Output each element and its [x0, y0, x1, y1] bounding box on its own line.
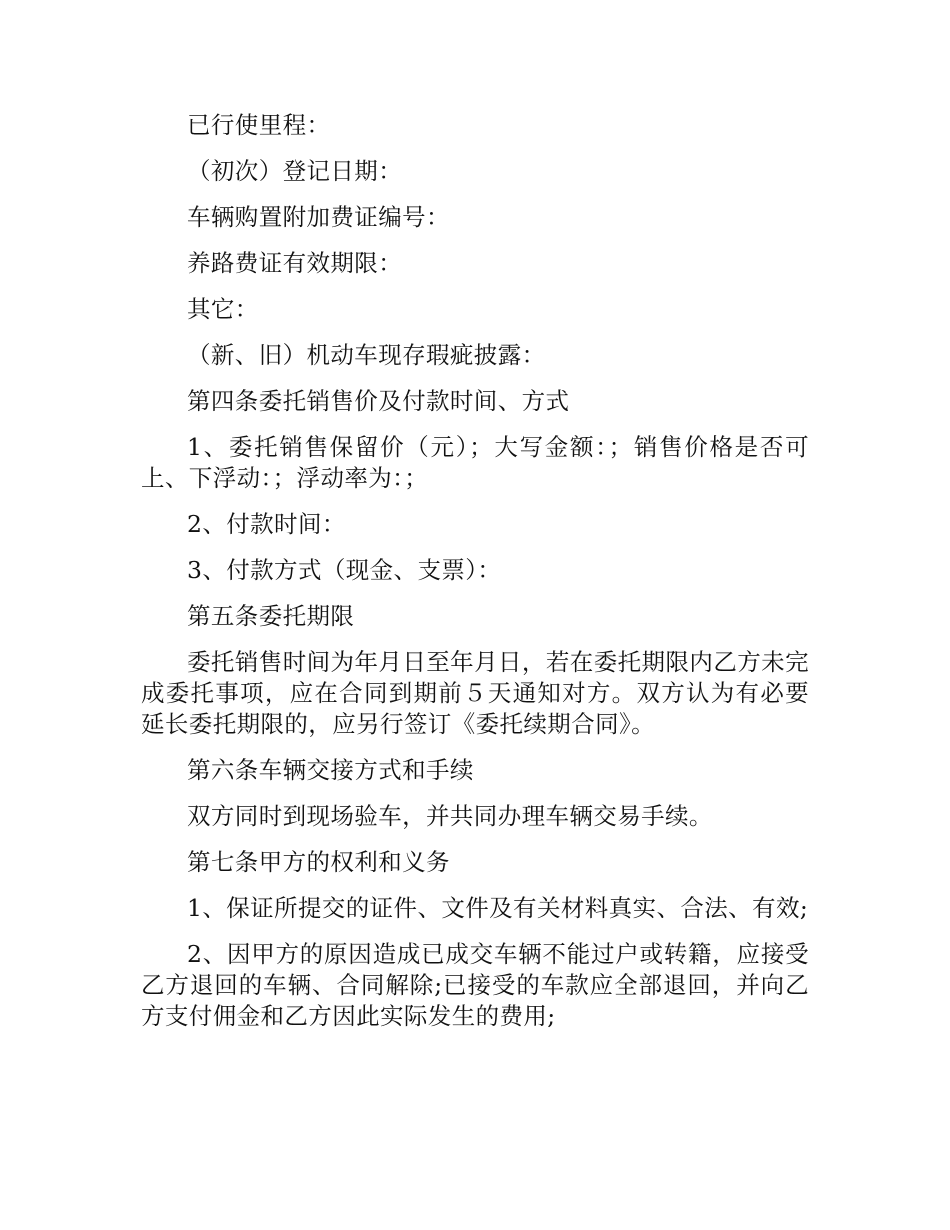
- article-4-item-2: 2、付款时间：: [187, 510, 346, 538]
- field-other: 其它：: [187, 295, 259, 323]
- article-7-item-2: 2、因甲方的原因造成已成交车辆不能过户或转籍，应接受乙方退回的车辆、合同解除;已接受的车款应全部退回，并向乙方支付佣金和乙方因此实际发生的费用;: [141, 940, 809, 1030]
- field-road-fee-validity: 养路费证有效期限：: [187, 249, 403, 277]
- article-5-heading: 第五条委托期限: [187, 602, 355, 630]
- field-mileage: 已行使里程：: [187, 111, 331, 139]
- field-registration-date: （初次）登记日期：: [187, 157, 403, 185]
- field-defect-disclosure: （新、旧）机动车现存瑕疵披露：: [187, 341, 546, 369]
- article-4-item-1: 1、委托销售保留价（元）；大写金额：；销售价格是否可上、下浮动：；浮动率为：；: [141, 433, 809, 492]
- article-5-body: 委托销售时间为年月日至年月日，若在委托期限内乙方未完成委托事项，应在合同到期前５天通知对方。双方认为有必要延长委托期限的，应另行签订《委托续期合同》。: [141, 648, 809, 738]
- document-body: [141, 110, 809, 1047]
- article-4-heading: 第四条委托销售价及付款时间、方式: [187, 387, 570, 415]
- field-purchase-tax-certificate: 车辆购置附加费证编号：: [187, 203, 450, 231]
- article-6-heading: 第六条车辆交接方式和手续: [187, 756, 474, 784]
- article-7-heading: 第七条甲方的权利和义务: [187, 848, 450, 876]
- article-4-item-3: 3、付款方式（现金、支票）：: [187, 556, 502, 584]
- article-7-item-1: 1、保证所提交的证件、文件及有关材料真实、合法、有效;: [187, 894, 809, 922]
- article-6-body: 双方同时到现场验车，并共同办理车辆交易手续。: [187, 802, 713, 830]
